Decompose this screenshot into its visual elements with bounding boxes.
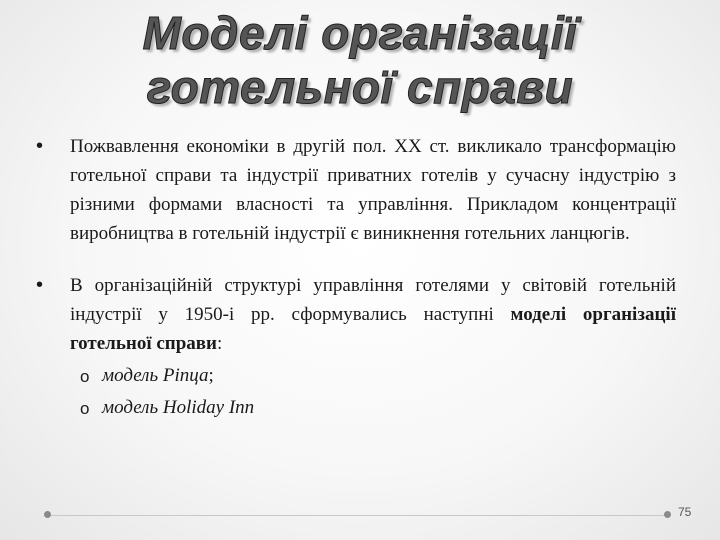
sub-item xyxy=(36,393,676,422)
circle-bullet-icon: o xyxy=(80,367,90,386)
sub-item-label: модель Ріпца xyxy=(102,365,209,386)
footer-divider xyxy=(46,515,666,516)
bullet-text-end: : xyxy=(217,333,223,354)
slide-title xyxy=(0,6,720,114)
bullet-item xyxy=(36,132,676,248)
slide-title-line-2: готельної справи xyxy=(146,61,574,113)
slide-body xyxy=(36,132,676,422)
sub-item-label: модель Holiday Inn xyxy=(102,397,255,418)
footer-dot-right-icon xyxy=(664,511,671,518)
sub-item-suffix: ; xyxy=(208,365,214,386)
bullet-item xyxy=(36,271,676,358)
slide-title-line-1: Моделі організації xyxy=(142,7,578,59)
footer-dot-left-icon xyxy=(44,511,51,518)
page-number: 75 xyxy=(678,505,692,519)
bullet-dot-icon: • xyxy=(36,274,44,296)
circle-bullet-icon: o xyxy=(80,399,90,418)
bullet-text: Пожвавлення економіки в другій пол. ХХ ст. викликало трансформацію готельної справи та індустрії приватних готелів у сучасну індустрію з різними формами власності та управління. Прикладом концентрації виробництва в готельній індустрії є виникнення готельних ланцюгів. xyxy=(70,136,676,244)
bullet-bold-text: моделі організації готельної справи xyxy=(70,304,676,354)
bullet-dot-icon: • xyxy=(36,135,44,157)
bullet-text: В організаційній структурі управління готелями у світовій готельній індустрії у 1950-і рр. сформувались наступні xyxy=(70,275,676,325)
sub-item xyxy=(36,361,676,390)
